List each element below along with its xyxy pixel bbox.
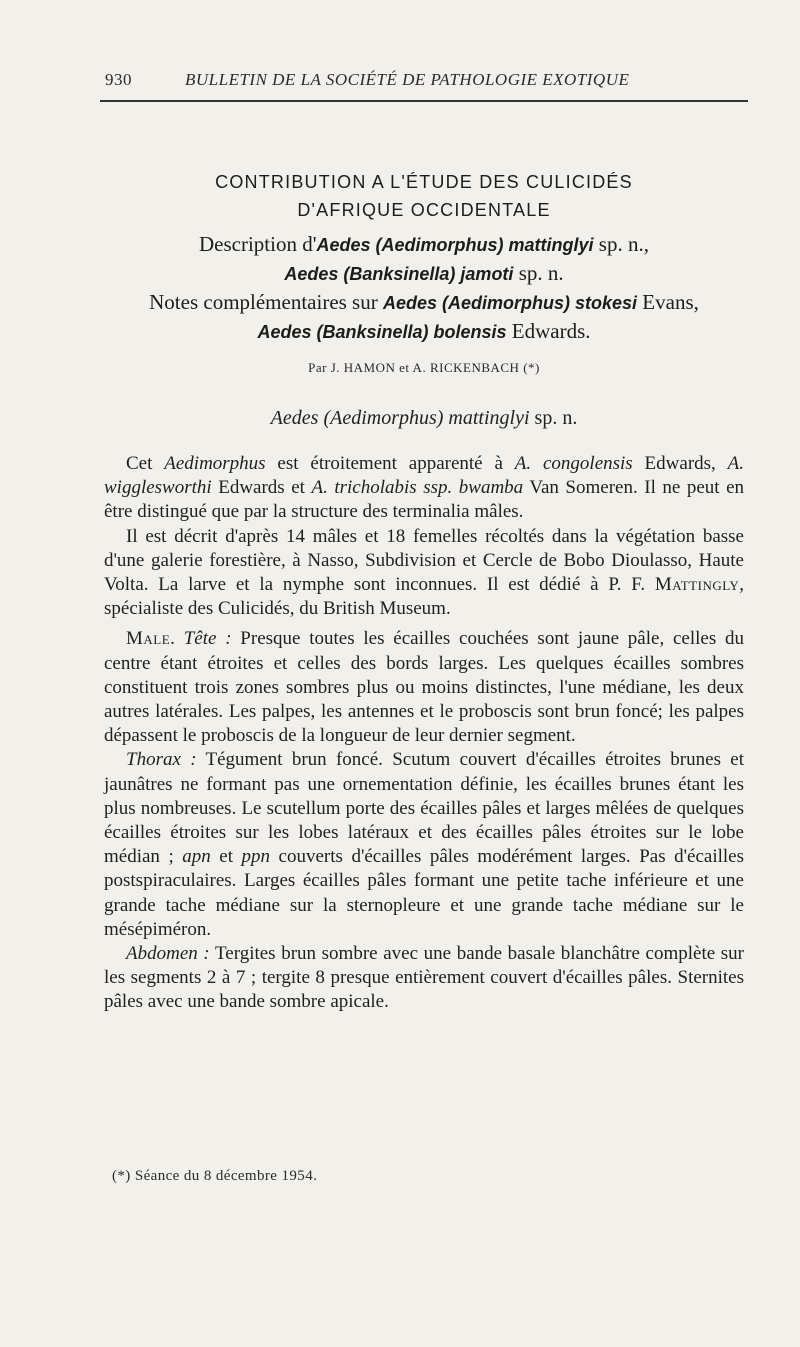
text: Cet <box>126 453 165 474</box>
paragraph-intro <box>104 452 744 525</box>
subtitle-line-3 <box>100 288 748 317</box>
subtitle-line-4 <box>100 317 748 346</box>
subtitle-line-2 <box>100 259 748 288</box>
species-name: Aedes (Aedimorphus) stokesi <box>382 293 638 313</box>
article-subtitle <box>100 230 748 346</box>
text: , spécialiste des Culicidés, du British Museum. <box>104 574 744 620</box>
title-line-1: CONTRIBUTION A L'ÉTUDE DES CULICIDÉS <box>215 172 633 192</box>
section-label: Male <box>126 628 171 650</box>
subtitle-text: Notes complémentaires sur <box>149 290 383 314</box>
article-body <box>104 452 744 1015</box>
text: Il est décrit d'après 14 mâles et 18 femelles récoltés dans la végétation basse d'une galerie forestière, à Nasso, Subdivision et Cercle de Bobo Dioulasso, Haute Volta. La larve et la nymphe sont inconnues. Il est dédié à P. F. <box>104 525 744 596</box>
taxon: A. wigglesworthi <box>104 453 745 499</box>
text: Presque toutes les écailles couchées sont jaune pâle, celles du centre étant étroites et celles des bords larges. Les quelques écailles sombres constituent trois zones sombres plus ou moins distinctes, l'une médiane, les deux autres latérales. Les palpes, les antennes et le proboscis sont brun foncé; les palpes dépassent le proboscis de la longueur de leur dernier segment. <box>104 628 745 747</box>
footnote: (*) Séance du 8 décembre 1954. <box>112 1168 318 1184</box>
text: couverts d'écailles pâles modérément larges. Pas d'écailles postspiraculaires. Larges écailles pâles formant une petite tache inférieure et une grande tache médiane sur la sternopleure et une grande tache médiane sur le mésépiméron. <box>104 846 745 940</box>
heading-suffix: sp. n. <box>529 407 578 429</box>
paragraph-male-head <box>104 627 744 748</box>
subtitle-text: Description d' <box>199 232 317 256</box>
page-number: 930 <box>105 70 132 89</box>
title-line-2: D'AFRIQUE OCCIDENTALE <box>297 200 551 220</box>
article-title <box>100 168 748 224</box>
subsection-label: Abdomen : <box>126 943 210 965</box>
subtitle-line-1 <box>100 230 748 259</box>
subgenus: (Aedimorphus) <box>323 407 444 429</box>
text: Edwards, <box>632 453 728 474</box>
subtitle-text: Evans, <box>637 290 699 314</box>
journal-title: BULLETIN DE LA SOCIÉTÉ DE PATHOLOGIE EXOTIQUE <box>185 70 630 89</box>
section-heading <box>100 407 748 430</box>
subsection-label: Tête : <box>183 628 232 650</box>
paragraph-abdomen <box>104 942 744 1015</box>
text: Van Someren. Il ne peut en être distingué que par la structure des terminalia mâles. <box>104 477 744 523</box>
species-name: Aedes (Aedimorphus) mattinglyi <box>316 235 594 255</box>
species-epithet: mattinglyi <box>448 407 530 429</box>
species-name: Aedes (Banksinella) jamoti <box>284 264 514 284</box>
paragraph-thorax <box>104 748 744 942</box>
text: Edwards et <box>211 477 312 499</box>
term: apn <box>182 846 211 868</box>
authors-line: Par J. HAMON et A. RICKENBACH (*) <box>308 360 540 375</box>
subtitle-text: Edwards. <box>506 319 591 343</box>
text: Tergites brun sombre avec une bande basale blanchâtre complète sur les segments 2 à 7 ; tergite 8 presque entièrement couvert d'écailles pâles. Sternites pâles avec une bande sombre apicale. <box>104 943 744 1013</box>
text: Tégument brun foncé. Scutum couvert d'écailles étroites brunes et jaunâtres ne formant pas une ornementation définie, les écailles brunes étant les plus nombreuses. Le scutellum porte des écailles pâles et larges mêlées de quelques écailles étroites sur les lobes latéraux et des écailles pâles étroites sur le lobe médian ; <box>104 749 744 868</box>
subtitle-text: sp. n. <box>513 261 564 285</box>
person-name: Mattingly <box>654 574 740 596</box>
taxon: A. tricholabis ssp. bwamba <box>311 477 524 499</box>
paragraph-material <box>104 525 744 622</box>
subtitle-text: sp. n., <box>593 232 649 256</box>
genus: Aedes <box>270 407 319 429</box>
taxon: Aedimorphus <box>164 453 266 474</box>
term: ppn <box>241 846 271 868</box>
text: est étroitement apparenté à <box>265 453 515 474</box>
text: et <box>210 846 242 868</box>
taxon: A. congolensis <box>514 453 633 474</box>
subsection-label: Thorax : <box>126 749 197 771</box>
species-name: Aedes (Banksinella) bolensis <box>257 322 507 342</box>
header-rule <box>100 100 748 102</box>
text: . <box>170 628 184 650</box>
